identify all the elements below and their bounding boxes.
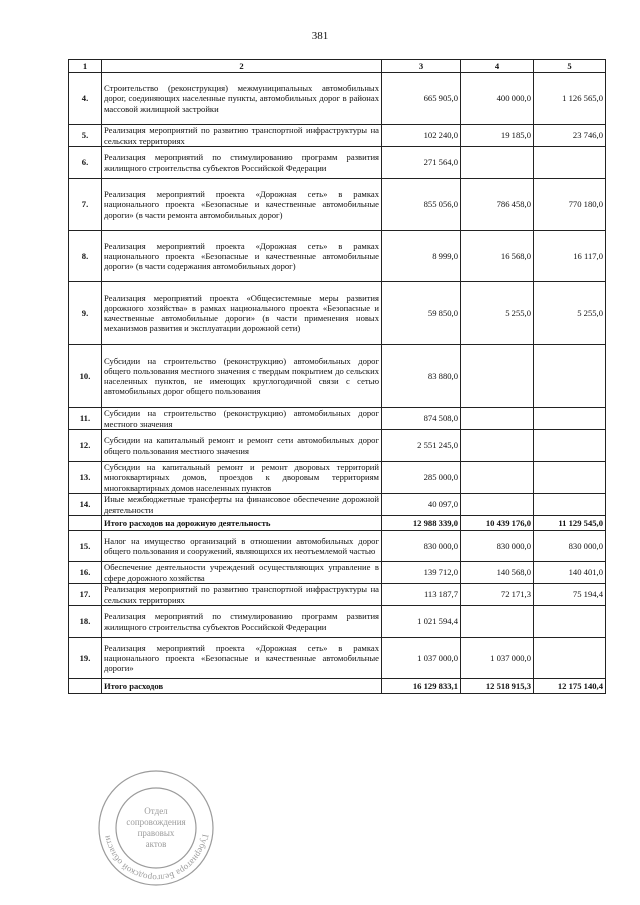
- header-cell-2: 2: [102, 60, 382, 73]
- total-row: [69, 679, 606, 694]
- row-value-col3: 271 564,0: [382, 147, 461, 179]
- row-number: 19.: [69, 638, 102, 679]
- row-value-col3: 83 880,0: [382, 345, 461, 408]
- row-value-col3: 1 037 000,0: [382, 638, 461, 679]
- stamp-line-4: актов: [145, 839, 167, 849]
- table-row: [69, 430, 606, 462]
- row-value-col3: 8 999,0: [382, 231, 461, 282]
- row-value-col4: [461, 462, 534, 494]
- row-description: Реализация мероприятий по развитию транспортной инфраструктуры на сельских территориях: [102, 584, 382, 606]
- row-number: 7.: [69, 179, 102, 231]
- stamp-ring-text: Губернатора Белгородской области: [101, 833, 211, 884]
- budget-table: [68, 59, 606, 694]
- row-value-col3: 874 508,0: [382, 408, 461, 430]
- subtotal-row: [69, 516, 606, 531]
- row-value-col3: 59 850,0: [382, 282, 461, 345]
- row-value-col4: [461, 606, 534, 638]
- row-value-col4: [461, 345, 534, 408]
- row-value-col3: 665 905,0: [382, 73, 461, 125]
- row-value-col5: [534, 408, 606, 430]
- row-value-col3: 40 097,0: [382, 494, 461, 516]
- row-description: Строительство (реконструкция) межмуниципальных автомобильных дорог, соединяющих населенные пункты, автомобильных дорог в районах массовой жилищной застройки: [102, 73, 382, 125]
- row-value-col5: 23 746,0: [534, 125, 606, 147]
- row-number: 6.: [69, 147, 102, 179]
- row-number: 18.: [69, 606, 102, 638]
- header-cell-4: 4: [461, 60, 534, 73]
- row-description: Реализация мероприятий проекта «Дорожная сеть» в рамках национального проекта «Безопасные и качественные автомобильные дороги» (в части содержания автомобильных дорог): [102, 231, 382, 282]
- table-row: [69, 345, 606, 408]
- table-row: [69, 73, 606, 125]
- row-value-col4: [461, 147, 534, 179]
- row-value-col4: 16 568,0: [461, 231, 534, 282]
- header-cell-3: 3: [382, 60, 461, 73]
- row-value-col3: 102 240,0: [382, 125, 461, 147]
- row-value-col3: 285 000,0: [382, 462, 461, 494]
- subtotal-label: Итого расходов на дорожную деятельность: [102, 516, 382, 531]
- row-value-col5: 830 000,0: [534, 531, 606, 562]
- row-value-col4: 786 458,0: [461, 179, 534, 231]
- total-label: Итого расходов: [102, 679, 382, 694]
- row-value-col4: 140 568,0: [461, 562, 534, 584]
- table-row: [69, 282, 606, 345]
- row-description: Налог на имущество организаций в отношении автомобильных дорог общего пользования и сооружений, являющихся их неотъемлемой частью: [102, 531, 382, 562]
- header-cell-5: 5: [534, 60, 606, 73]
- row-number: 10.: [69, 345, 102, 408]
- row-value-col5: 75 194,4: [534, 584, 606, 606]
- table-row: [69, 147, 606, 179]
- table-row: [69, 584, 606, 606]
- total-col3: 16 129 833,1: [382, 679, 461, 694]
- row-number: 8.: [69, 231, 102, 282]
- subtotal-col4: 10 439 176,0: [461, 516, 534, 531]
- total-col5: 12 175 140,4: [534, 679, 606, 694]
- total-col4: 12 518 915,3: [461, 679, 534, 694]
- row-number: 9.: [69, 282, 102, 345]
- stamp-line-3: правовых: [137, 828, 175, 838]
- row-description: Реализация мероприятий по стимулированию программ развития жилищного строительства субъектов Российской Федерации: [102, 606, 382, 638]
- row-description: Обеспечение деятельности учреждений осуществляющих управление в сфере дорожного хозяйства: [102, 562, 382, 584]
- row-description: Субсидии на капитальный ремонт и ремонт сети автомобильных дорог общего пользования местного значения: [102, 430, 382, 462]
- row-value-col5: [534, 345, 606, 408]
- table-row: [69, 531, 606, 562]
- row-value-col5: [534, 606, 606, 638]
- row-value-col4: 19 185,0: [461, 125, 534, 147]
- row-description: Реализация мероприятий по развитию транспортной инфраструктуры на сельских территориях: [102, 125, 382, 147]
- subtotal-col3: 12 988 339,0: [382, 516, 461, 531]
- page-number: 381: [311, 30, 329, 42]
- row-value-col5: 140 401,0: [534, 562, 606, 584]
- row-description: Реализация мероприятий по стимулированию программ развития жилищного строительства субъектов Российской Федерации: [102, 147, 382, 179]
- row-value-col3: 830 000,0: [382, 531, 461, 562]
- row-value-col4: 830 000,0: [461, 531, 534, 562]
- seal-stamp: [96, 768, 216, 888]
- row-value-col5: 16 117,0: [534, 231, 606, 282]
- row-value-col3: 139 712,0: [382, 562, 461, 584]
- row-description: Субсидии на строительство (реконструкцию) автомобильных дорог местного значения: [102, 408, 382, 430]
- stamp-line-1: Отдел: [144, 806, 168, 816]
- row-value-col5: 770 180,0: [534, 179, 606, 231]
- row-value-col5: [534, 147, 606, 179]
- row-number: 17.: [69, 584, 102, 606]
- row-value-col5: [534, 430, 606, 462]
- table-row: [69, 179, 606, 231]
- row-number: 16.: [69, 562, 102, 584]
- row-description: Субсидии на строительство (реконструкцию) автомобильных дорог общего пользования местного значения с твердым покрытием до сельских населенных пунктов, не имеющих круглогодичной связи с сетью автомобильных дорог общего пользования: [102, 345, 382, 408]
- row-value-col4: [461, 494, 534, 516]
- row-value-col4: [461, 430, 534, 462]
- table-row: [69, 462, 606, 494]
- row-description: Иные межбюджетные трансферты на финансовое обеспечение дорожной деятельности: [102, 494, 382, 516]
- row-number: 12.: [69, 430, 102, 462]
- row-value-col4: 400 000,0: [461, 73, 534, 125]
- rows-section-b: [69, 531, 606, 679]
- stamp-line-2: сопровождения: [126, 817, 186, 827]
- row-description: Субсидии на капитальный ремонт и ремонт дворовых территорий многоквартирных домов, проездов к дворовым территориям многоквартирных домов населенных пунктов: [102, 462, 382, 494]
- row-value-col5: 5 255,0: [534, 282, 606, 345]
- row-value-col5: [534, 638, 606, 679]
- row-number: 14.: [69, 494, 102, 516]
- row-value-col4: 5 255,0: [461, 282, 534, 345]
- row-value-col3: 113 187,7: [382, 584, 461, 606]
- row-description: Реализация мероприятий проекта «Дорожная сеть» в рамках национального проекта «Безопасные и качественные автомобильные дороги» (в части ремонта автомобильных дорог): [102, 179, 382, 231]
- table-row: [69, 494, 606, 516]
- row-value-col5: [534, 462, 606, 494]
- row-value-col5: 1 126 565,0: [534, 73, 606, 125]
- table-row: [69, 562, 606, 584]
- subtotal-col5: 11 129 545,0: [534, 516, 606, 531]
- row-number: 15.: [69, 531, 102, 562]
- table-row: [69, 231, 606, 282]
- row-number: 13.: [69, 462, 102, 494]
- table-row: [69, 606, 606, 638]
- table-header-row: [69, 60, 606, 73]
- row-value-col5: [534, 494, 606, 516]
- header-cell-1: 1: [69, 60, 102, 73]
- row-value-col3: 1 021 594,4: [382, 606, 461, 638]
- row-value-col3: 855 056,0: [382, 179, 461, 231]
- table-row: [69, 638, 606, 679]
- row-number: 11.: [69, 408, 102, 430]
- row-number: 4.: [69, 73, 102, 125]
- table-row: [69, 408, 606, 430]
- row-value-col4: [461, 408, 534, 430]
- row-value-col4: 72 171,3: [461, 584, 534, 606]
- row-value-col3: 2 551 245,0: [382, 430, 461, 462]
- rows-section-a: [69, 73, 606, 516]
- row-description: Реализация мероприятий проекта «Дорожная сеть» в рамках национального проекта «Безопасные и качественные автомобильные дороги»: [102, 638, 382, 679]
- table-row: [69, 125, 606, 147]
- row-number: 5.: [69, 125, 102, 147]
- row-value-col4: 1 037 000,0: [461, 638, 534, 679]
- row-description: Реализация мероприятий проекта «Общесистемные меры развития дорожного хозяйства» в рамках национального проекта «Безопасные и качественные автомобильные дороги» (в части применения новых механизмов развития и эксплуатации дорожной сети): [102, 282, 382, 345]
